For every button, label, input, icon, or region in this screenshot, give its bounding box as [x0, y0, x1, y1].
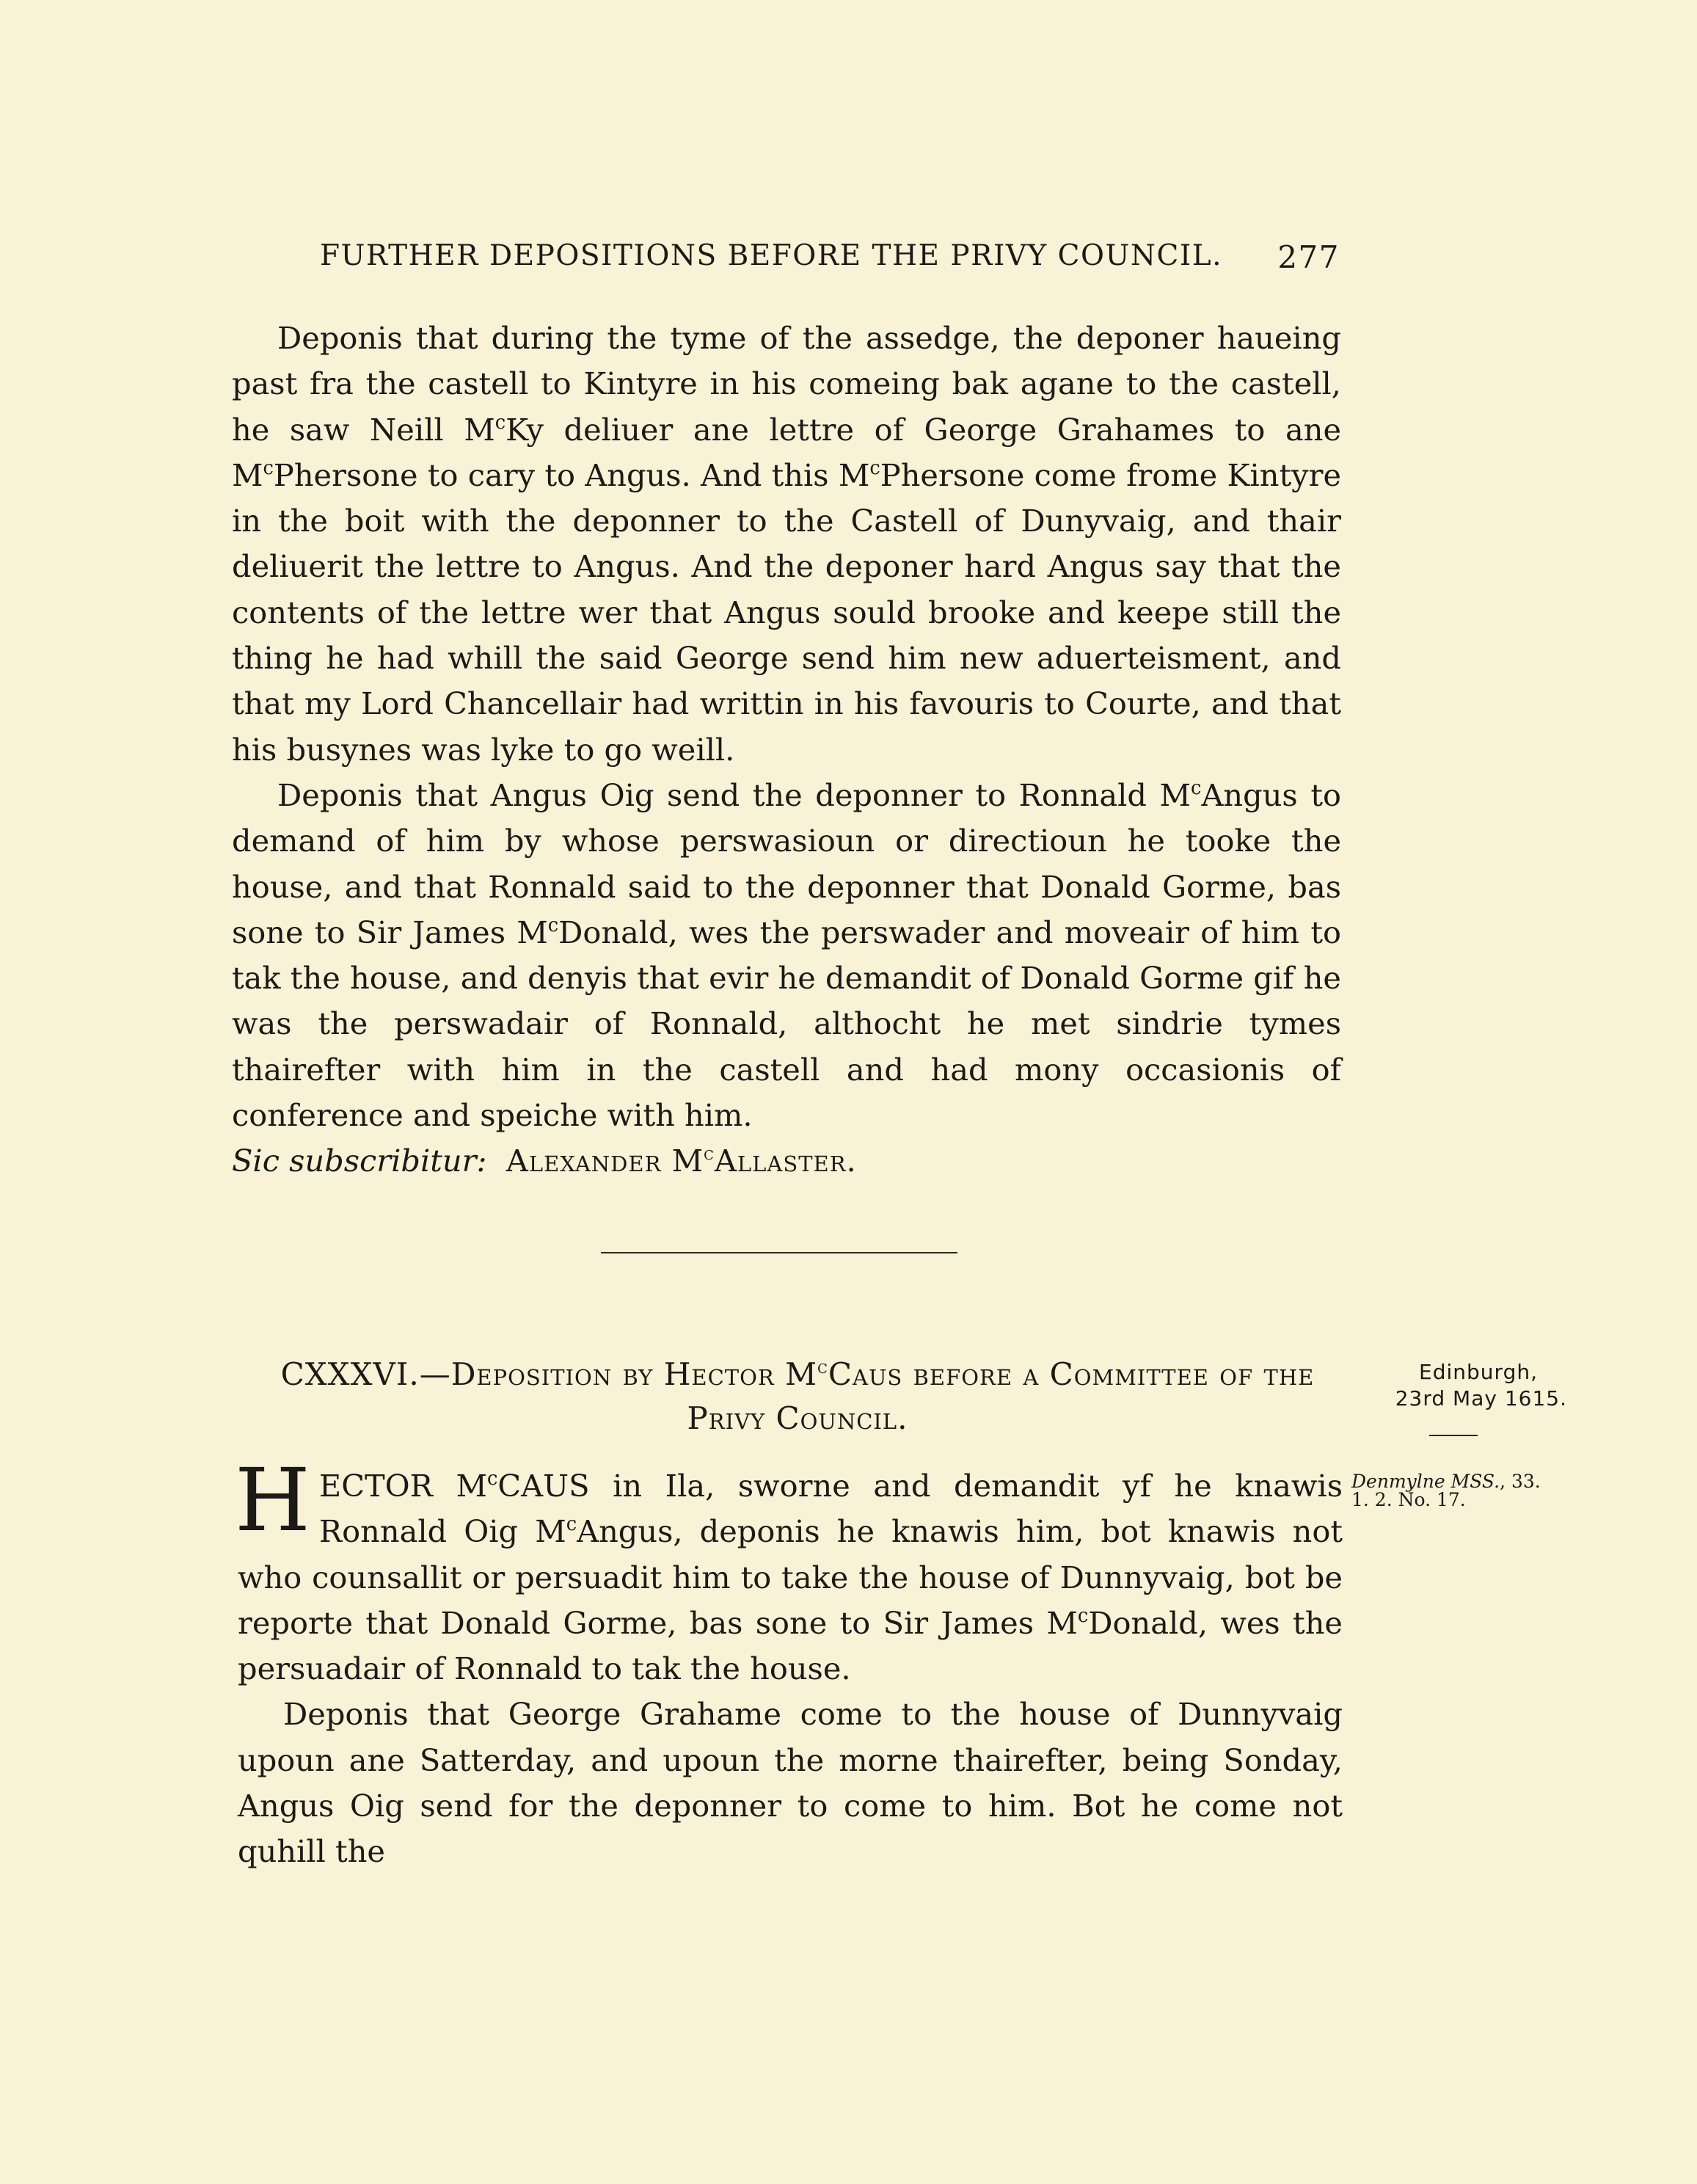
- signature-name: Alexander $M^cAllaster$.: [506, 1143, 857, 1179]
- source-ref: , 33.: [1500, 1471, 1541, 1492]
- source-name: Denmylne MSS.: [1351, 1471, 1500, 1492]
- paragraph: HECTOR $M^cCAUS$ in Ila, sworne and demandit yf he knawis Ronnald Oig $M^cAngus$, deponis he knawis him, bot knawis not who counsallit or persuadit him to take the house of Dunnyvaig, bot be reporte that Donald Gorme, bas sone to Sir James $M^cDonald$, wes the persuadair of Ronnald to tak the house.: [235, 1449, 1343, 1687]
- document-title: Deposition by Hector $M^cCaus$ before a Committee of the Privy Council.: [450, 1355, 1315, 1436]
- running-title: FURTHER DEPOSITIONS BEFORE THE PRIVY COUNCIL.: [320, 239, 1223, 272]
- upper-text-block: [232, 316, 1341, 1184]
- paragraph: Deponis that during the tyme of the assedge, the deponer haueing past fra the castell to Kintyre in his comeing bak agane to the castell, he saw Neill $M^cKy$ deliuer ane lettre of George Grahames to ane $M^cPhersone$ to cary to Angus. And this $M^cPhersone$ come frome Kintyre in the boit with the deponner to the Castell of Dunyvaig, and thair deliuerit the lettre to Angus. And the deponer hard Angus say that the contents of the lettre wer that Angus sould brooke and keepe still the thing he had whill the said George send him new aduerteisment, and that my Lord Chancellair had writtin in his favouris to Courte, and that his busynes was lyke to go weill.: [232, 320, 1342, 768]
- document-number: CXXXVI.—: [280, 1356, 451, 1392]
- side-note-source: [1351, 1472, 1572, 1509]
- document-heading: [251, 1353, 1344, 1441]
- section-divider: [601, 1252, 957, 1253]
- signature-line: [232, 1138, 1341, 1184]
- side-note-rule: [1429, 1435, 1478, 1436]
- source-line2: 1. 2. No. 17.: [1351, 1489, 1466, 1510]
- paragraph: Deponis that George Grahame come to the house of Dunnyvaig upoun ane Satterday, and upoun the morne thairefter, being Sonday, Angus Oig send for the deponner to come to him. Bot he come not quhill the: [238, 1696, 1343, 1870]
- running-header: [320, 239, 1340, 275]
- signature-label: Sic subscribitur:: [232, 1143, 487, 1179]
- side-note-date: 23rd May 1615.: [1395, 1386, 1567, 1410]
- paragraph: Deponis that Angus Oig send the deponner to Ronnald $M^cAngus$ to demand of him by whose perswasioun or directioun he tooke the house, and that Ronnald said to the deponner that Donald Gorme, bas sone to Sir James $M^cDonald$, wes the perswader and moveair of him to tak the house, and denyis that evir he demandit of Donald Gorme gif he was the perswadair of Ronnald, althocht he met sindrie tymes thairefter with him in the castell and had mony occasionis of conference and speiche with him.: [232, 776, 1341, 1134]
- drop-cap: H: [235, 1449, 310, 1551]
- page-number: 277: [1277, 239, 1340, 275]
- side-note-place: Edinburgh,: [1419, 1360, 1538, 1384]
- lower-text-block: [235, 1449, 1343, 1875]
